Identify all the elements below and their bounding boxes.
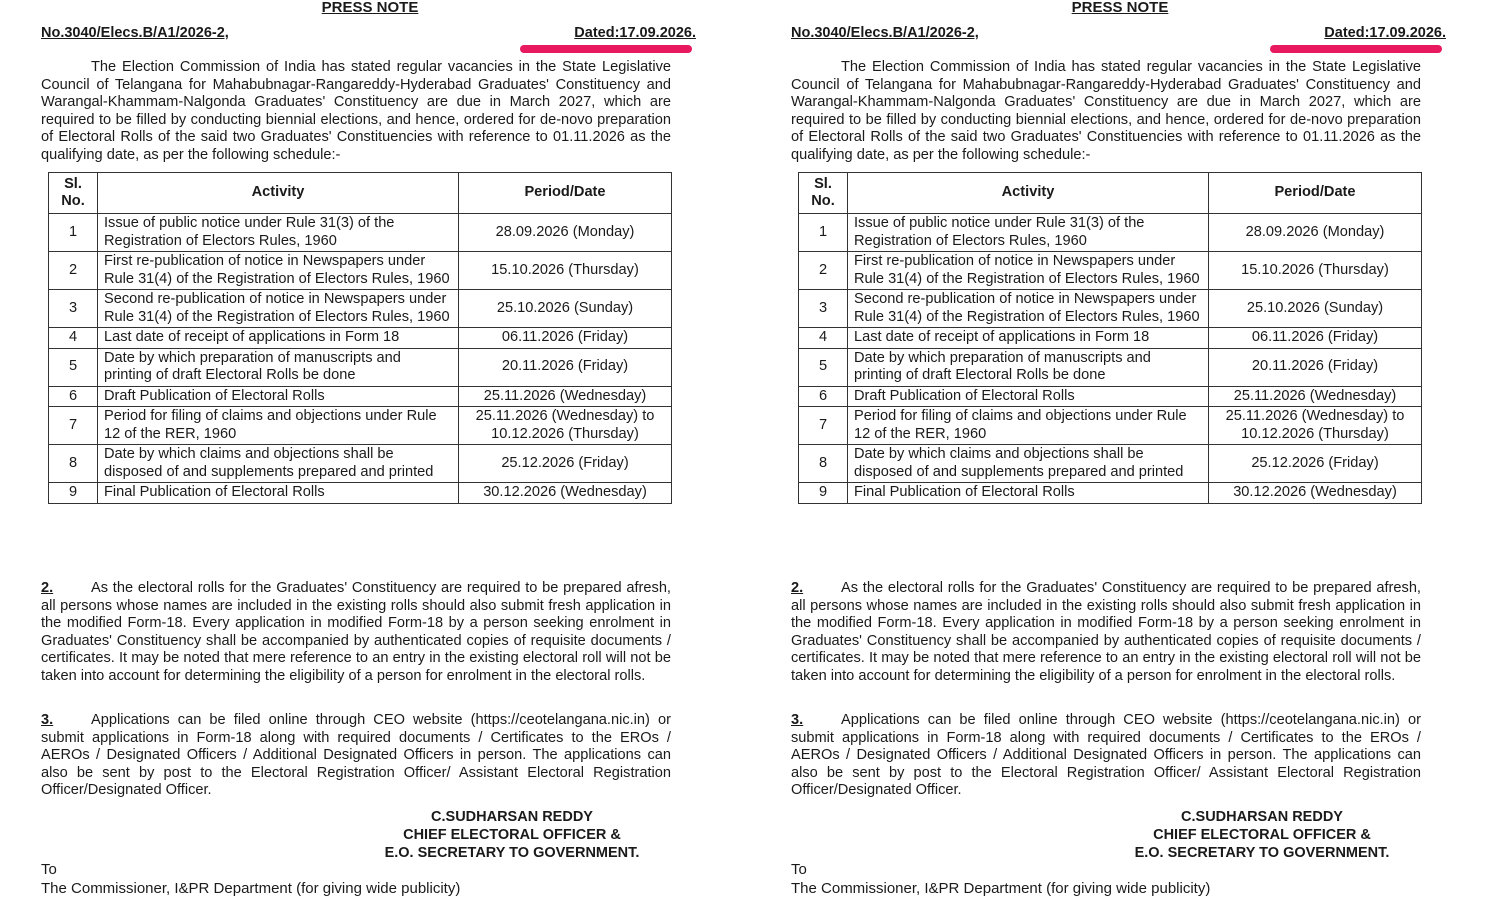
cell-activity: Issue of public notice under Rule 31(3) of the Registration of Electors Rules, 1960 xyxy=(98,214,459,252)
intro-paragraph xyxy=(791,59,1421,165)
dated-line: Dated:17.09.2026. xyxy=(574,25,696,41)
addressee: The Commissioner, I&PR Department (for giving wide publicity) xyxy=(41,880,461,897)
cell-period-date: 28.09.2026 (Monday) xyxy=(1209,214,1422,252)
header-activity: Activity xyxy=(848,173,1209,214)
cell-period-date: 25.11.2026 (Wednesday) xyxy=(459,386,672,407)
table-row xyxy=(49,386,672,407)
cell-period-date: 30.12.2026 (Wednesday) xyxy=(459,483,672,504)
cell-sl-no: 8 xyxy=(799,445,848,483)
cell-sl-no: 9 xyxy=(49,483,98,504)
press-note-page-left xyxy=(40,0,700,900)
addressee: The Commissioner, I&PR Department (for giving wide publicity) xyxy=(791,880,1211,897)
schedule-table xyxy=(48,172,672,504)
highlight-underline-mark xyxy=(520,45,692,53)
to-label: To xyxy=(791,861,807,878)
table-row xyxy=(799,407,1422,445)
intro-paragraph xyxy=(41,59,671,165)
table-row xyxy=(799,348,1422,386)
table-row xyxy=(799,483,1422,504)
cell-sl-no: 6 xyxy=(799,386,848,407)
cell-sl-no: 2 xyxy=(49,252,98,290)
cell-period-date: 25.11.2026 (Wednesday) to 10.12.2026 (Thursday) xyxy=(459,407,672,445)
cell-activity: Date by which claims and objections shall be disposed of and supplements prepared and printed xyxy=(98,445,459,483)
signatory-title: CHIEF ELECTORAL OFFICER & xyxy=(403,827,621,843)
signature-block xyxy=(1112,808,1412,862)
header-sl-no: Sl. No. xyxy=(49,173,98,214)
table-row xyxy=(799,214,1422,252)
table-row xyxy=(799,328,1422,349)
cell-sl-no: 8 xyxy=(49,445,98,483)
cell-activity: Last date of receipt of applications in Form 18 xyxy=(98,328,459,349)
table-row xyxy=(49,252,672,290)
header-sl-no: Sl. No. xyxy=(799,173,848,214)
table-header-row xyxy=(49,173,672,214)
cell-sl-no: 6 xyxy=(49,386,98,407)
signatory-title-2: E.O. SECRETARY TO GOVERNMENT. xyxy=(384,845,640,861)
cell-period-date: 25.11.2026 (Wednesday) to 10.12.2026 (Thursday) xyxy=(1209,407,1422,445)
signature-block xyxy=(362,808,662,862)
header-period-date: Period/Date xyxy=(1209,173,1422,214)
cell-sl-no: 5 xyxy=(799,348,848,386)
reference-number: No.3040/Elecs.B/A1/2026-2, xyxy=(791,25,979,41)
table-row xyxy=(49,483,672,504)
cell-sl-no: 9 xyxy=(799,483,848,504)
table-row xyxy=(49,348,672,386)
table-row xyxy=(49,214,672,252)
paragraph-2-number: 2. xyxy=(41,580,54,596)
cell-period-date: 20.11.2026 (Friday) xyxy=(1209,348,1422,386)
cell-period-date: 20.11.2026 (Friday) xyxy=(459,348,672,386)
cell-activity: Period for filing of claims and objections under Rule 12 of the RER, 1960 xyxy=(98,407,459,445)
cell-period-date: 06.11.2026 (Friday) xyxy=(459,328,672,349)
cell-activity: First re-publication of notice in Newspapers under Rule 31(4) of the Registration of Electors Rules, 1960 xyxy=(848,252,1209,290)
cell-activity: Date by which claims and objections shall be disposed of and supplements prepared and printed xyxy=(848,445,1209,483)
signatory-title: CHIEF ELECTORAL OFFICER & xyxy=(1153,827,1371,843)
cell-period-date: 25.12.2026 (Friday) xyxy=(459,445,672,483)
table-row xyxy=(49,407,672,445)
paragraph-3 xyxy=(791,712,1421,800)
table-row xyxy=(49,290,672,328)
cell-activity: First re-publication of notice in Newspapers under Rule 31(4) of the Registration of Electors Rules, 1960 xyxy=(98,252,459,290)
table-row xyxy=(799,252,1422,290)
cell-period-date: 25.11.2026 (Wednesday) xyxy=(1209,386,1422,407)
schedule-table xyxy=(798,172,1422,504)
paragraph-3 xyxy=(41,712,671,800)
cell-activity: Second re-publication of notice in Newspapers under Rule 31(4) of the Registration of Electors Rules, 1960 xyxy=(848,290,1209,328)
cell-period-date: 25.10.2026 (Sunday) xyxy=(1209,290,1422,328)
cell-activity: Date by which preparation of manuscripts and printing of draft Electoral Rolls be done xyxy=(848,348,1209,386)
cell-activity: Last date of receipt of applications in Form 18 xyxy=(848,328,1209,349)
cell-sl-no: 2 xyxy=(799,252,848,290)
paragraph-3-number: 3. xyxy=(791,712,804,728)
intro-text: The Election Commission of India has stated regular vacancies in the State Legislative Council of Telangana for Mahabubnagar-Rangareddy-Hyderabad Graduates' Constituency and Warangal-Khammam-Nalgonda Graduates' Constituency are due in March 2027, which are required to be filled by conducting biennial elections, and hence, ordered for de-novo preparation of Electoral Rolls of the said two Graduates' Constituencies with reference to 01.11.2026 as the qualifying date, as per the following schedule:- xyxy=(41,59,671,163)
cell-sl-no: 4 xyxy=(799,328,848,349)
cell-activity: Final Publication of Electoral Rolls xyxy=(98,483,459,504)
paragraph-2-text: As the electoral rolls for the Graduates' Constituency are required to be prepared afresh, all persons whose names are included in the existing rolls should also submit fresh application in the modified Form-18. Every application in modified Form-18 by a person seeking enrolment in Graduates' Constituency shall be accompanied by authenticated copies of requisite documents / certificates. It may be noted that mere reference to an entry in the existing electoral roll will not be taken into account for determining the eligibility of a person for enrolment in the electoral rolls. xyxy=(41,580,671,684)
cell-activity: Issue of public notice under Rule 31(3) of the Registration of Electors Rules, 1960 xyxy=(848,214,1209,252)
cell-activity: Second re-publication of notice in Newspapers under Rule 31(4) of the Registration of Electors Rules, 1960 xyxy=(98,290,459,328)
table-row xyxy=(799,386,1422,407)
cell-sl-no: 3 xyxy=(49,290,98,328)
cell-sl-no: 3 xyxy=(799,290,848,328)
signatory-title-2: E.O. SECRETARY TO GOVERNMENT. xyxy=(1134,845,1390,861)
table-row xyxy=(799,445,1422,483)
cell-activity: Period for filing of claims and objections under Rule 12 of the RER, 1960 xyxy=(848,407,1209,445)
cell-period-date: 28.09.2026 (Monday) xyxy=(459,214,672,252)
paragraph-3-number: 3. xyxy=(41,712,54,728)
cell-period-date: 06.11.2026 (Friday) xyxy=(1209,328,1422,349)
cell-period-date: 15.10.2026 (Thursday) xyxy=(1209,252,1422,290)
dated-line: Dated:17.09.2026. xyxy=(1324,25,1446,41)
table-row xyxy=(49,328,672,349)
to-label: To xyxy=(41,861,57,878)
table-row xyxy=(799,290,1422,328)
paragraph-2-text: As the electoral rolls for the Graduates' Constituency are required to be prepared afresh, all persons whose names are included in the existing rolls should also submit fresh application in the modified Form-18. Every application in modified Form-18 by a person seeking enrolment in Graduates' Constituency shall be accompanied by authenticated copies of requisite documents / certificates. It may be noted that mere reference to an entry in the existing electoral roll will not be taken into account for determining the eligibility of a person for enrolment in the electoral rolls. xyxy=(791,580,1421,684)
table-row xyxy=(49,445,672,483)
cell-sl-no: 1 xyxy=(49,214,98,252)
cell-period-date: 25.12.2026 (Friday) xyxy=(1209,445,1422,483)
cell-sl-no: 5 xyxy=(49,348,98,386)
cell-period-date: 25.10.2026 (Sunday) xyxy=(459,290,672,328)
cell-activity: Date by which preparation of manuscripts and printing of draft Electoral Rolls be done xyxy=(98,348,459,386)
press-note-title: PRESS NOTE xyxy=(1071,0,1169,16)
signatory-name: C.SUDHARSAN REDDY xyxy=(431,809,593,825)
header-period-date: Period/Date xyxy=(459,173,672,214)
header-activity: Activity xyxy=(98,173,459,214)
cell-activity: Final Publication of Electoral Rolls xyxy=(848,483,1209,504)
intro-text: The Election Commission of India has stated regular vacancies in the State Legislative Council of Telangana for Mahabubnagar-Rangareddy-Hyderabad Graduates' Constituency and Warangal-Khammam-Nalgonda Graduates' Constituency are due in March 2027, which are required to be filled by conducting biennial elections, and hence, ordered for de-novo preparation of Electoral Rolls of the said two Graduates' Constituencies with reference to 01.11.2026 as the qualifying date, as per the following schedule:- xyxy=(791,59,1421,163)
press-note-page-right xyxy=(790,0,1450,900)
table-header-row xyxy=(799,173,1422,214)
cell-period-date: 15.10.2026 (Thursday) xyxy=(459,252,672,290)
highlight-underline-mark xyxy=(1270,45,1442,53)
paragraph-2 xyxy=(41,580,671,686)
paragraph-3-text: Applications can be filed online through CEO website (https://ceotelangana.nic.in) or submit applications in Form-18 along with required documents / Certificates to the EROs / AEROs / Designated Officers / Additional Designated Officers in person. The applications can also be sent by post to the Electoral Registration Officer/ Assistant Electoral Registration Officer/Designated Officer. xyxy=(791,712,1421,799)
cell-activity: Draft Publication of Electoral Rolls xyxy=(848,386,1209,407)
press-note-title: PRESS NOTE xyxy=(321,0,419,16)
cell-sl-no: 7 xyxy=(799,407,848,445)
signatory-name: C.SUDHARSAN REDDY xyxy=(1181,809,1343,825)
cell-sl-no: 7 xyxy=(49,407,98,445)
paragraph-2 xyxy=(791,580,1421,686)
cell-activity: Draft Publication of Electoral Rolls xyxy=(98,386,459,407)
cell-sl-no: 4 xyxy=(49,328,98,349)
paragraph-3-text: Applications can be filed online through CEO website (https://ceotelangana.nic.in) or submit applications in Form-18 along with required documents / Certificates to the EROs / AEROs / Designated Officers / Additional Designated Officers in person. The applications can also be sent by post to the Electoral Registration Officer/ Assistant Electoral Registration Officer/Designated Officer. xyxy=(41,712,671,799)
reference-number: No.3040/Elecs.B/A1/2026-2, xyxy=(41,25,229,41)
cell-period-date: 30.12.2026 (Wednesday) xyxy=(1209,483,1422,504)
paragraph-2-number: 2. xyxy=(791,580,804,596)
cell-sl-no: 1 xyxy=(799,214,848,252)
